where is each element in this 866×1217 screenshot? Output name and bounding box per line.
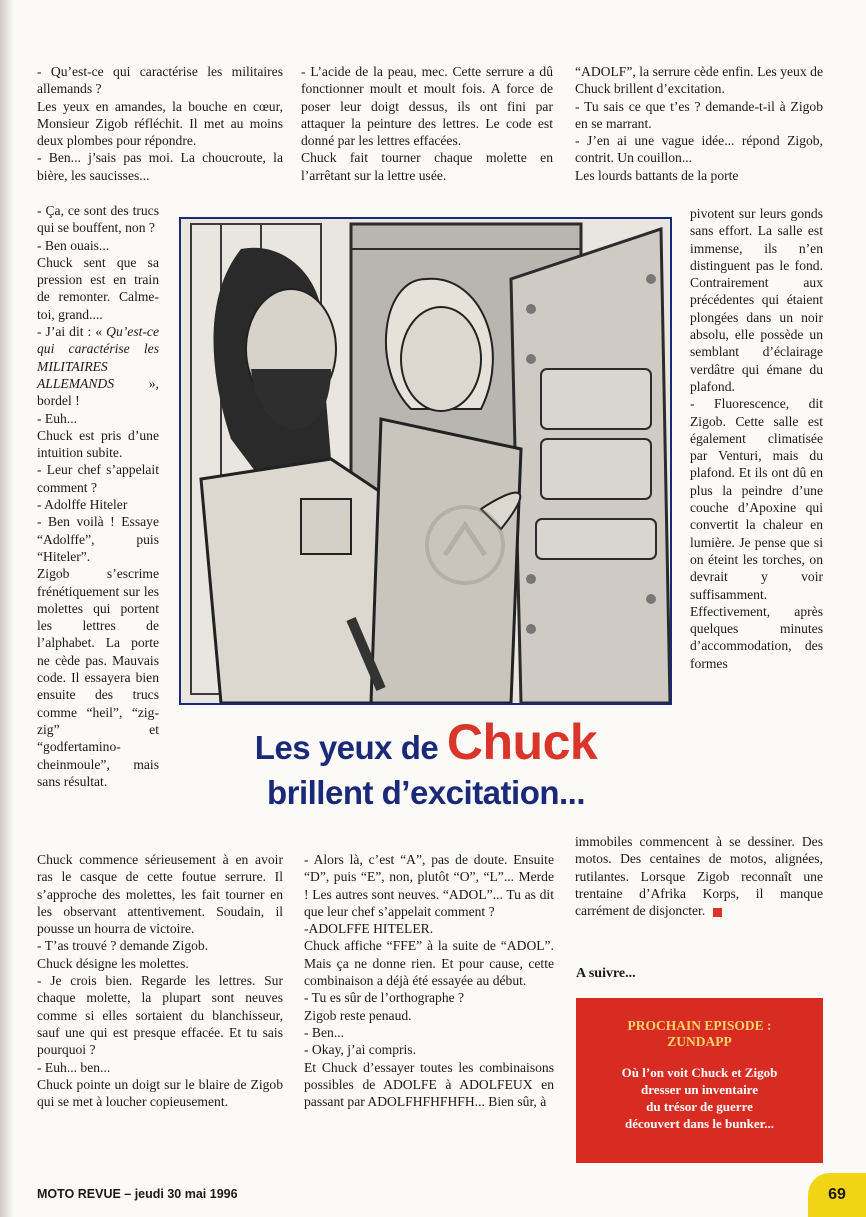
paragraph: - Ben... j’sais pas moi. La choucroute, la bière, les saucisses... bbox=[37, 150, 283, 183]
paragraph: - L’acide de la peau, mec. Cette serrure a dû fonctionner moult et moult fois. A force de poser leur doigt dessus, ils ont fini par attaquer la peinture des lettres. Le code est donné par les lettres effacées. bbox=[301, 64, 553, 149]
next-episode-title: PROCHAIN EPISODE : bbox=[627, 1018, 772, 1033]
column-1-narrow bbox=[37, 202, 159, 790]
to-be-continued: A suivre... bbox=[576, 966, 636, 981]
paragraph: Les yeux en amandes, la bouche en cœur, Monsieur Zigob réfléchit. Il met au moins deux plombes pour répondre. bbox=[37, 98, 283, 149]
quote-post: », bordel ! bbox=[37, 375, 159, 409]
paragraph: Chuck commence sérieusement à en avoir ras le casque de cette foutue serrure. Il s’approche des molettes, les fait tourner en les observant attentivement. Soudain, il pousse un hourra de victoire. bbox=[37, 852, 283, 937]
column-3-narrow bbox=[690, 205, 823, 672]
paragraph: - T’as trouvé ? demande Zigob. bbox=[37, 938, 209, 954]
headline-red-word: Chuck bbox=[446, 714, 598, 770]
pull-quote-headline bbox=[176, 716, 676, 812]
headline-line-2: brillent d’excitation... bbox=[266, 774, 586, 811]
paragraph: - Alors là, c’est “A”, pas de doute. Ensuite “D”, puis “E”, non, plutôt “O”, “L”... Merde ! Les autres sont neuves. “ADOL”... Tu as dit que leur chef s’appelait comment ? bbox=[304, 852, 554, 919]
paragraph: - Je crois bien. Regarde les lettres. Sur chaque molette, la plupart sont neuves comme si elles sortaient du blanchisseur, sauf une qui est presque effacée. Et tu sais pourquoi ? bbox=[37, 973, 283, 1058]
paragraph: - Ben... bbox=[304, 1024, 345, 1040]
illustration-drawing bbox=[181, 219, 670, 703]
column-2-top bbox=[301, 63, 553, 184]
headline-pre: Les yeux de bbox=[254, 729, 447, 766]
paragraph: - Euh... bbox=[37, 410, 78, 426]
paragraph: Chuck sent que sa pression est en train de remonter. Calme-toi, grand.... bbox=[37, 254, 159, 322]
quote-pre: - J’ai dit : « bbox=[37, 324, 107, 340]
column-3-bottom bbox=[575, 833, 823, 919]
paragraph: - Qu’est-ce qui caractérise les militaires allemands ? bbox=[37, 64, 283, 97]
footer-magazine-date: MOTO REVUE – jeudi 30 mai 1996 bbox=[37, 1187, 238, 1201]
next-episode-box bbox=[576, 998, 823, 1163]
paragraph: - Ben ouais... bbox=[37, 237, 110, 253]
paragraph: - Tu es sûr de l’orthographe ? bbox=[304, 990, 465, 1006]
next-episode-name: ZUNDAPP bbox=[667, 1034, 732, 1049]
paragraph: Et Chuck d’essayer toutes les combinaisons possibles de ADOLFE à ADOLFEUX en passant par ADOLFHFHFHFH... Bien sûr, à bbox=[304, 1059, 554, 1110]
column-2-bottom bbox=[304, 851, 554, 1110]
paragraph: - Leur chef s’appelait comment ? bbox=[37, 462, 159, 495]
paragraph: Chuck désigne les molettes. bbox=[37, 955, 189, 971]
paragraph: - Tu sais ce que t’es ? demande-t-il à Zigob en se marrant. bbox=[575, 98, 823, 131]
paragraph: - Ça, ce sont des trucs qui se bouffent, non ? bbox=[37, 203, 159, 236]
paragraph: Chuck pointe un doigt sur le blaire de Zigob qui se met à loucher copieusement. bbox=[37, 1076, 283, 1110]
quote-italic: Qu’est-ce qui caractérise les MILITAIRES ALLEMANDS bbox=[37, 324, 159, 391]
paragraph: Zigob s’escrime frénétiquement sur les molettes qui portent les lettres de l’alphabet. La porte ne cède pas. Mauvais code. Il essayera bien ensuite des trucs comme “heil”, “zig-zig” et “godfertamino-cheinmoule”, mais sans résultat. bbox=[37, 566, 159, 789]
column-1-top bbox=[37, 63, 283, 184]
next-episode-line: dresser un inventaire bbox=[640, 1082, 758, 1097]
next-episode-line: découvert dans le bunker... bbox=[624, 1116, 775, 1131]
paragraph: - Euh... ben... bbox=[37, 1059, 111, 1075]
paragraph: Zigob reste penaud. bbox=[304, 1007, 412, 1023]
paragraph: Chuck fait tourner chaque molette en l’arrêtant sur la lettre usée. bbox=[301, 150, 553, 183]
headline-line-1 bbox=[176, 716, 676, 774]
paragraph: Chuck est pris d’une intuition subite. bbox=[37, 427, 159, 461]
page-edge-shadow bbox=[0, 0, 14, 1217]
paragraph: - Fluorescence, dit Zigob. Cette salle est également climatisée par Venturi, mais du plafond. Et ils ont dû en plus la peindre d’une couche d’Apoxine qui convertit la chaleur en lumière. Je pense que si on éteint les torches, on devrait y voir suffisamment. bbox=[690, 396, 823, 602]
next-episode-line: Où l’on voit Chuck et Zigob bbox=[621, 1065, 778, 1080]
paragraph: pivotent sur leurs gonds sans effort. La salle est immense, ils n’en distinguent pas le fond. Contrairement aux précédentes qui étaient plongées dans un noir absolu, elle possède un semblant d’éclairage verdâtre qui émane du plafond. bbox=[690, 206, 823, 394]
paragraph: “ADOLF”, la serrure cède enfin. Les yeux de Chuck brillent d’excitation. bbox=[575, 64, 823, 97]
end-square-icon bbox=[713, 908, 722, 917]
quote-paragraph bbox=[37, 323, 159, 409]
next-episode-line: du trésor de guerre bbox=[646, 1099, 753, 1114]
comic-illustration bbox=[179, 217, 672, 705]
paragraph: - Okay, j’ai compris. bbox=[304, 1042, 416, 1058]
watermark-logo bbox=[420, 500, 510, 590]
paragraph-text: immobiles commencent à se dessiner. Des motos. Des centaines de motos, alignées, rutilantes. Lorsque Zigob reconnaît une trentaine d’Afrika Korps, il manque carrément de disjoncter. bbox=[575, 834, 823, 919]
paragraph: Chuck affiche “FFE” à la suite de “ADOL”. Mais ça ne donne rien. Et pour cause, cette combinaison a déjà été essayée au début. bbox=[304, 938, 554, 989]
paragraph: -ADOLFFE HITELER. bbox=[304, 921, 434, 937]
paragraph: - Adolffe Hiteler bbox=[37, 497, 128, 513]
column-3-top bbox=[575, 63, 823, 184]
column-1-bottom bbox=[37, 851, 283, 1110]
paragraph: - Ben voilà ! Essaye “Adolffe”, puis “Hiteler”. bbox=[37, 514, 159, 564]
page-number: 69 bbox=[808, 1173, 866, 1217]
paragraph: - J’en ai une vague idée... répond Zigob, contrit. Un couillon... bbox=[575, 133, 823, 166]
paragraph bbox=[575, 833, 823, 919]
paragraph: Les lourds battants de la porte bbox=[575, 167, 739, 183]
paragraph: Effectivement, après quelques minutes d’accommodation, des formes bbox=[690, 603, 823, 671]
